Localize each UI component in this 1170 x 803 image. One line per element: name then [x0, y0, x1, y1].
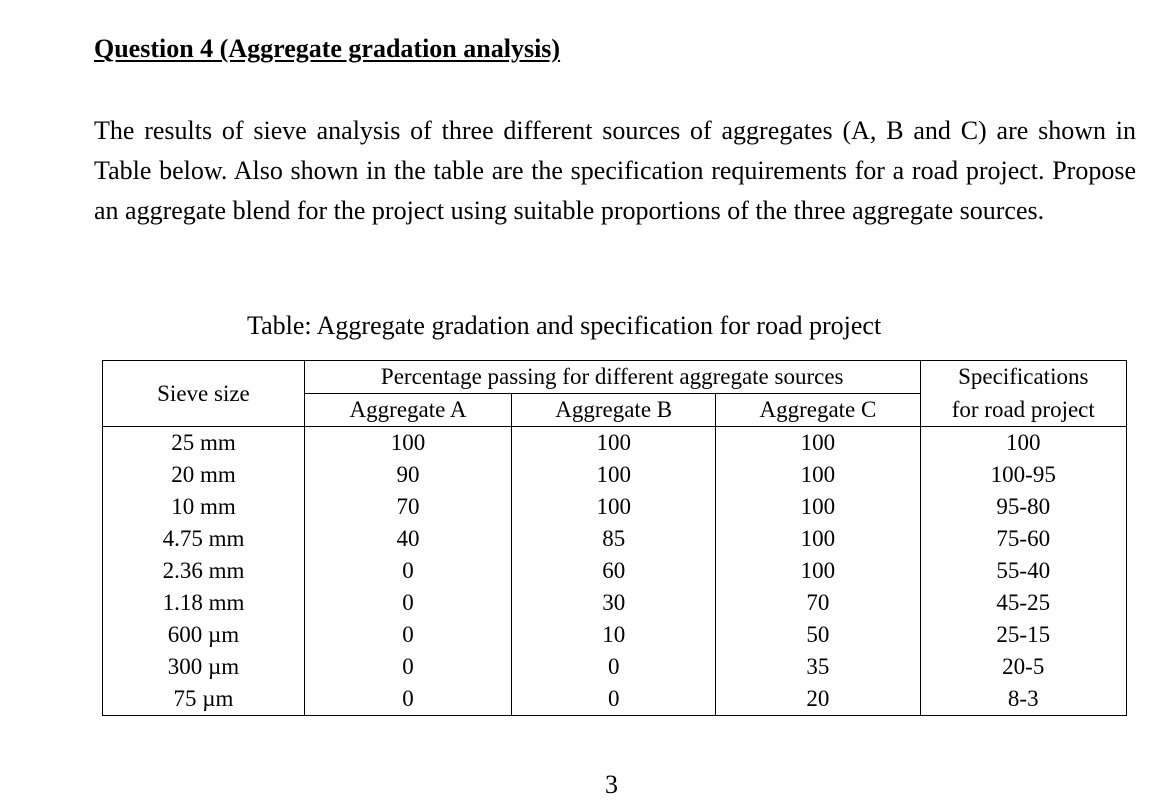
question-text: The results of sieve analysis of three different sources of aggregates (A, B and C) are shown in Table below. Also shown in the table are the specification requirements for a road project. Propose an aggregate blend for the project using suitable proportions of the three aggregate sources. [94, 116, 1136, 225]
header-aggregate-b: Aggregate B [512, 394, 716, 427]
page-number: 3 [605, 770, 618, 799]
table-row [103, 555, 1127, 587]
header-sieve-size: Sieve size [103, 361, 305, 427]
table-row [103, 427, 1127, 460]
cell-b: 0 [512, 683, 716, 716]
cell-c: 50 [716, 619, 920, 651]
cell-spec: 25-15 [920, 619, 1126, 651]
cell-b: 85 [512, 523, 716, 555]
gradation-table [102, 360, 1127, 716]
cell-spec: 100 [920, 427, 1126, 460]
cell-a: 100 [304, 427, 511, 460]
cell-c: 100 [716, 523, 920, 555]
cell-b: 60 [512, 555, 716, 587]
cell-sieve: 4.75 mm [103, 523, 305, 555]
cell-b: 100 [512, 491, 716, 523]
cell-sieve: 300 µm [103, 651, 305, 683]
cell-c: 100 [716, 491, 920, 523]
cell-spec: 45-25 [920, 587, 1126, 619]
cell-c: 100 [716, 427, 920, 460]
cell-a: 0 [304, 587, 511, 619]
cell-sieve: 25 mm [103, 427, 305, 460]
cell-sieve: 600 µm [103, 619, 305, 651]
cell-sieve: 2.36 mm [103, 555, 305, 587]
header-aggregate-a: Aggregate A [304, 394, 511, 427]
header-spec-line1: Specifications [920, 361, 1126, 394]
header-spec-line2: for road project [920, 394, 1126, 427]
table-row [103, 491, 1127, 523]
table-row [103, 619, 1127, 651]
cell-a: 0 [304, 619, 511, 651]
table-body [103, 427, 1127, 716]
cell-spec: 8-3 [920, 683, 1126, 716]
cell-sieve: 75 µm [103, 683, 305, 716]
cell-c: 70 [716, 587, 920, 619]
cell-sieve: 20 mm [103, 459, 305, 491]
cell-spec: 75-60 [920, 523, 1126, 555]
cell-c: 35 [716, 651, 920, 683]
cell-a: 0 [304, 651, 511, 683]
cell-c: 100 [716, 459, 920, 491]
cell-b: 100 [512, 459, 716, 491]
cell-c: 100 [716, 555, 920, 587]
table-caption: Table: Aggregate gradation and specification for road project [247, 311, 882, 340]
cell-a: 0 [304, 683, 511, 716]
cell-spec: 100-95 [920, 459, 1126, 491]
question-heading: Question 4 (Aggregate gradation analysis) [94, 34, 561, 63]
cell-a: 0 [304, 555, 511, 587]
cell-spec: 55-40 [920, 555, 1126, 587]
table-row [103, 459, 1127, 491]
cell-a: 70 [304, 491, 511, 523]
cell-b: 10 [512, 619, 716, 651]
cell-spec: 95-80 [920, 491, 1126, 523]
table-row [103, 587, 1127, 619]
cell-a: 90 [304, 459, 511, 491]
header-percentage-passing: Percentage passing for different aggregate sources [304, 361, 920, 394]
cell-spec: 20-5 [920, 651, 1126, 683]
cell-b: 0 [512, 651, 716, 683]
cell-sieve: 1.18 mm [103, 587, 305, 619]
cell-sieve: 10 mm [103, 491, 305, 523]
table-row [103, 523, 1127, 555]
header-aggregate-c: Aggregate C [716, 394, 920, 427]
table-row [103, 651, 1127, 683]
cell-c: 20 [716, 683, 920, 716]
cell-b: 30 [512, 587, 716, 619]
cell-a: 40 [304, 523, 511, 555]
table-row [103, 683, 1127, 716]
cell-b: 100 [512, 427, 716, 460]
